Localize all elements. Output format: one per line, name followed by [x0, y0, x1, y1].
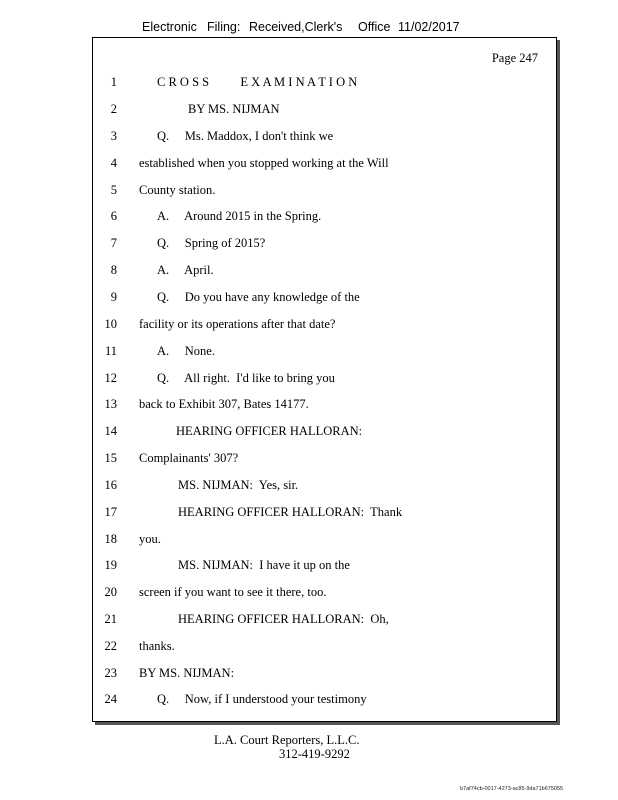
line-text: A. None. [157, 344, 215, 358]
transcript-line [93, 397, 556, 415]
transcript-line [93, 692, 556, 710]
line-text: County station. [139, 183, 216, 197]
line-text: MS. NIJMAN: Yes, sir. [178, 478, 299, 492]
transcript-line [93, 317, 556, 335]
transcript-line [93, 451, 556, 469]
transcript-line [93, 236, 556, 254]
line-text: A. Around 2015 in the Spring. [157, 209, 322, 223]
line-number: 14 [104, 424, 117, 438]
line-text: thanks. [139, 639, 175, 653]
line-text: A. April. [157, 263, 214, 277]
line-number: 2 [110, 102, 117, 116]
transcript-line [93, 424, 556, 442]
line-number: 13 [104, 397, 117, 411]
line-number: 17 [104, 505, 117, 519]
line-text: established when you stopped working at the Will [139, 156, 389, 170]
line-text: Q. Spring of 2015? [157, 236, 266, 250]
transcript-line [93, 102, 556, 120]
transcript-line [93, 505, 556, 523]
line-number: 19 [104, 558, 117, 572]
line-text: HEARING OFFICER HALLORAN: Oh, [178, 612, 389, 626]
transcript-line [93, 209, 556, 227]
line-number: 5 [110, 183, 117, 197]
transcript-line [93, 612, 556, 630]
transcript-line [93, 75, 556, 93]
filing-header-word-electronic: Electronic [142, 20, 197, 34]
filing-header-word-received: Received,Clerk's [249, 20, 343, 34]
line-number: 1 [110, 75, 117, 89]
transcript-line [93, 183, 556, 201]
line-text: Q. Ms. Maddox, I don't think we [157, 129, 334, 143]
line-text: you. [139, 532, 161, 546]
line-text: HEARING OFFICER HALLORAN: [176, 424, 363, 438]
transcript-page [92, 37, 557, 722]
transcript-line [93, 263, 556, 281]
transcript-line [93, 156, 556, 174]
line-number: 7 [110, 236, 117, 250]
transcript-line [93, 639, 556, 657]
line-text: BY MS. NIJMAN: [139, 666, 235, 680]
transcript-line [93, 290, 556, 308]
line-text: Q. All right. I'd like to bring you [157, 371, 335, 385]
line-text: C R O S S E X A M I N A T I O N [157, 75, 358, 89]
reporter-name: L.A. Court Reporters, L.L.C. [214, 733, 360, 747]
transcript-line [93, 129, 556, 147]
line-text: MS. NIJMAN: I have it up on the [178, 558, 350, 572]
filing-header-word-office: Office [358, 20, 391, 34]
line-text: back to Exhibit 307, Bates 14177. [139, 397, 309, 411]
line-number: 16 [104, 478, 117, 492]
line-number: 22 [104, 639, 117, 653]
line-text: Q. Do you have any knowledge of the [157, 290, 360, 304]
transcript-line [93, 478, 556, 496]
transcript-line [93, 532, 556, 550]
line-number: 4 [110, 156, 117, 170]
line-text: BY MS. NIJMAN [188, 102, 280, 116]
line-number: 9 [110, 290, 117, 304]
page-number: Page 247 [491, 51, 538, 65]
line-text: screen if you want to see it there, too. [139, 585, 327, 599]
filing-header [0, 20, 618, 36]
filing-header-word-filing: Filing: [207, 20, 241, 34]
transcript-line [93, 585, 556, 603]
line-text: Q. Now, if I understood your testimony [157, 692, 367, 706]
line-number: 15 [104, 451, 117, 465]
document-hash: b7af74cb-0017-4273-ac85-9da71b675055 [460, 786, 564, 792]
line-number: 8 [110, 263, 117, 277]
line-number: 18 [104, 532, 117, 546]
line-number: 6 [110, 209, 117, 223]
line-text: facility or its operations after that date? [139, 317, 336, 331]
line-number: 20 [104, 585, 117, 599]
line-text: HEARING OFFICER HALLORAN: Thank [178, 505, 403, 519]
transcript-line [93, 344, 556, 362]
line-number: 21 [104, 612, 117, 626]
filing-header-date: 11/02/2017 [398, 20, 460, 34]
transcript-line [93, 558, 556, 576]
line-number: 23 [104, 666, 117, 680]
line-number: 24 [104, 692, 117, 706]
line-number: 11 [104, 344, 117, 358]
line-number: 12 [104, 371, 117, 385]
transcript-line [93, 666, 556, 684]
reporter-phone: 312-419-9292 [279, 747, 350, 761]
line-text: Complainants' 307? [139, 451, 239, 465]
line-number: 3 [110, 129, 117, 143]
transcript-line [93, 371, 556, 389]
line-number: 10 [104, 317, 117, 331]
